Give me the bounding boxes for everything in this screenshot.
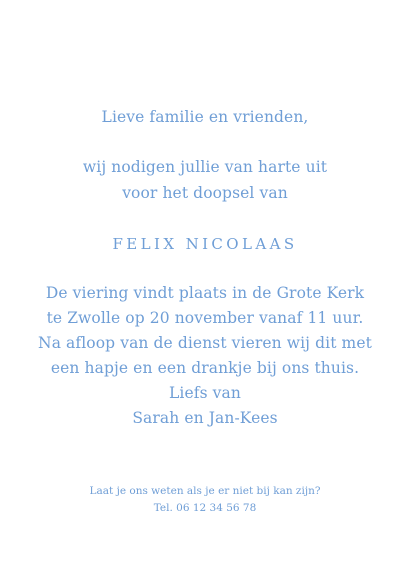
invite-line-2: voor het doopsel van <box>122 184 288 202</box>
greeting: Lieve familie en vrienden, <box>101 108 309 126</box>
details-line-4: een hapje en een drankje bij ons thuis. <box>50 359 360 377</box>
invite-line-1: wij nodigen jullie van harte uit <box>82 158 328 176</box>
rsvp-phone: Tel. 06 12 34 56 78 <box>153 502 257 514</box>
signoff-names: Sarah en Jan-Kees <box>132 409 278 427</box>
rsvp-question: Laat je ons weten als je er niet bij kan zijn? <box>89 485 321 497</box>
details-line-2: te Zwolle op 20 november vanaf 11 uur. <box>46 309 364 327</box>
child-name: FELIX NICOLAAS <box>112 235 298 253</box>
details-line-3: Na afloop van de dienst vieren wij dit met <box>38 334 372 352</box>
signoff-closing: Liefs van <box>169 384 241 402</box>
details-line-1: De viering vindt plaats in de Grote Kerk <box>45 284 365 302</box>
